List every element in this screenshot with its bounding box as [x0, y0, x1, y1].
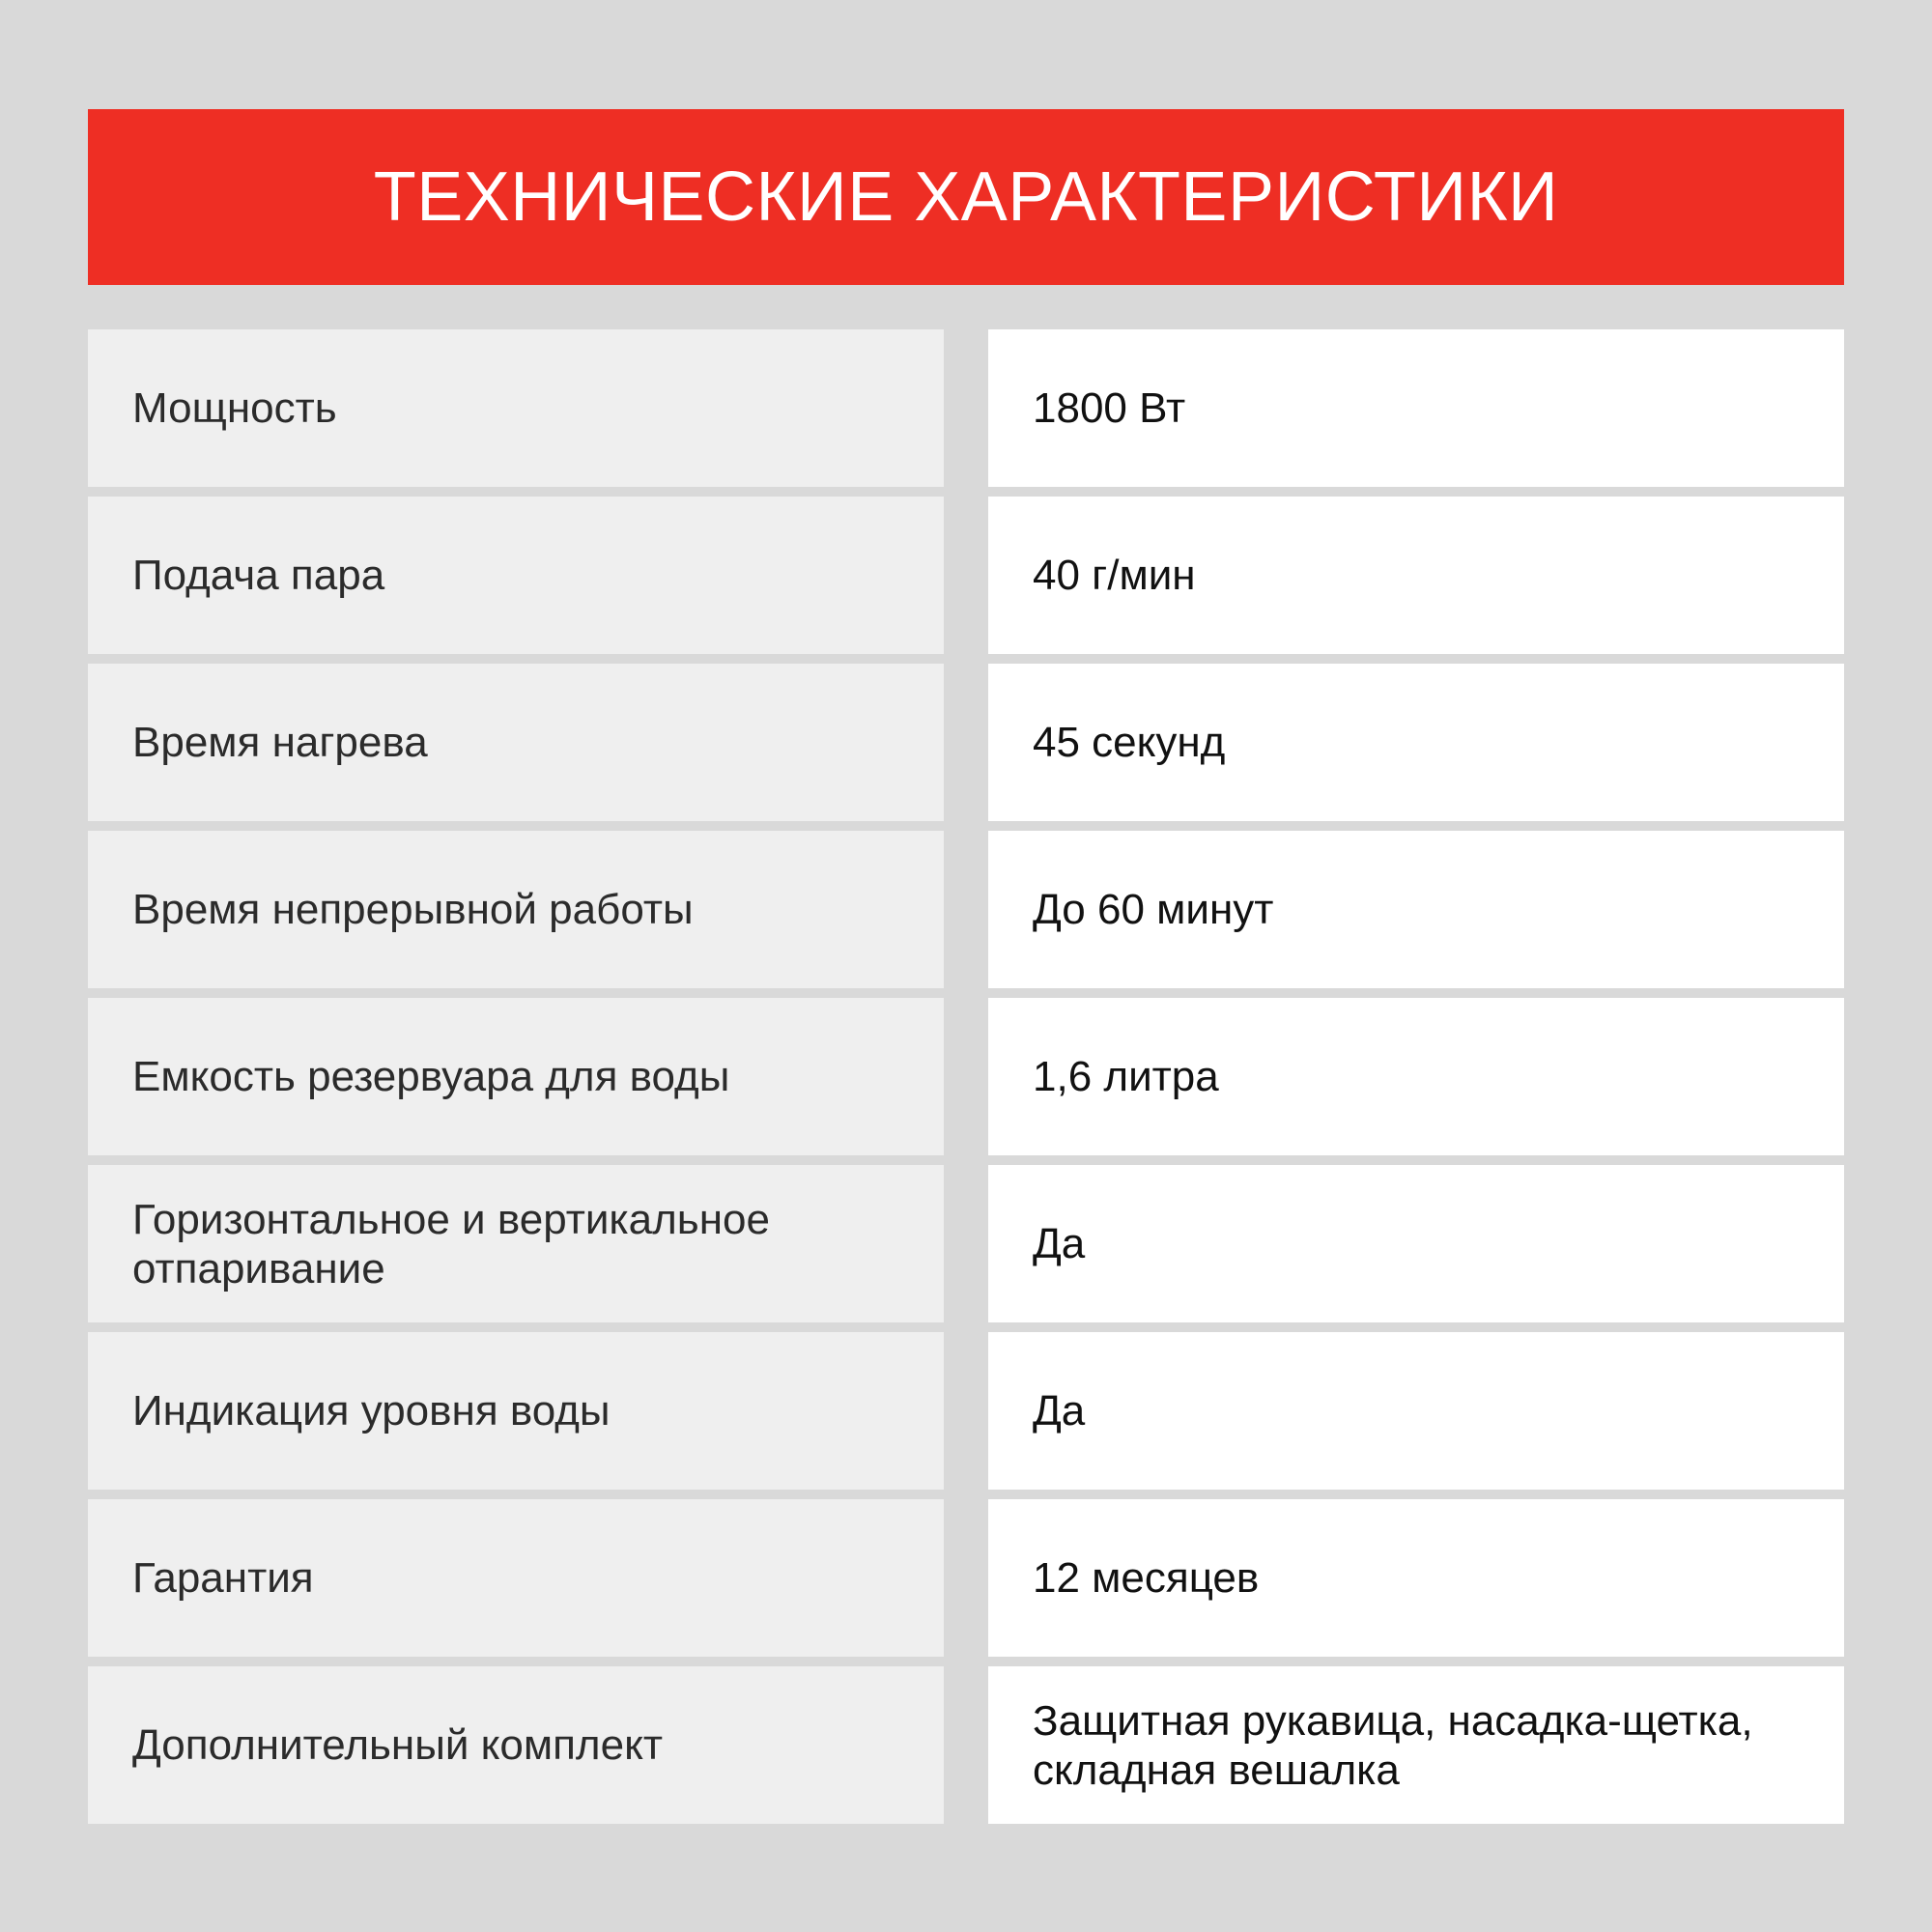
spec-value: 1,6 литра	[988, 998, 1844, 1155]
table-row	[88, 1499, 1844, 1657]
table-row	[88, 1165, 1844, 1322]
spec-label: Мощность	[88, 329, 944, 487]
table-row	[88, 664, 1844, 821]
spec-value: Да	[988, 1332, 1844, 1490]
table-row	[88, 329, 1844, 487]
spec-value: 40 г/мин	[988, 497, 1844, 654]
table-row	[88, 497, 1844, 654]
spec-label: Дополнительный комплект	[88, 1666, 944, 1824]
page-title: ТЕХНИЧЕСКИЕ ХАРАКТЕРИСТИКИ	[373, 158, 1559, 236]
spec-table	[88, 329, 1844, 1824]
spec-value: 45 секунд	[988, 664, 1844, 821]
table-row	[88, 1666, 1844, 1824]
spec-label: Индикация уровня воды	[88, 1332, 944, 1490]
table-row	[88, 1332, 1844, 1490]
spec-label: Подача пара	[88, 497, 944, 654]
spec-value: Защитная рукавица, насадка-щетка, складная вешалка	[988, 1666, 1844, 1824]
table-row	[88, 998, 1844, 1155]
spec-label: Время непрерывной работы	[88, 831, 944, 988]
spec-value: До 60 минут	[988, 831, 1844, 988]
spec-label: Емкость резервуара для воды	[88, 998, 944, 1155]
spec-label: Горизонтальное и вертикальное отпаривание	[88, 1165, 944, 1322]
spec-value: 1800 Вт	[988, 329, 1844, 487]
spec-value: 12 месяцев	[988, 1499, 1844, 1657]
spec-label: Время нагрева	[88, 664, 944, 821]
spec-value: Да	[988, 1165, 1844, 1322]
spec-label: Гарантия	[88, 1499, 944, 1657]
table-row	[88, 831, 1844, 988]
header-banner	[88, 109, 1844, 285]
